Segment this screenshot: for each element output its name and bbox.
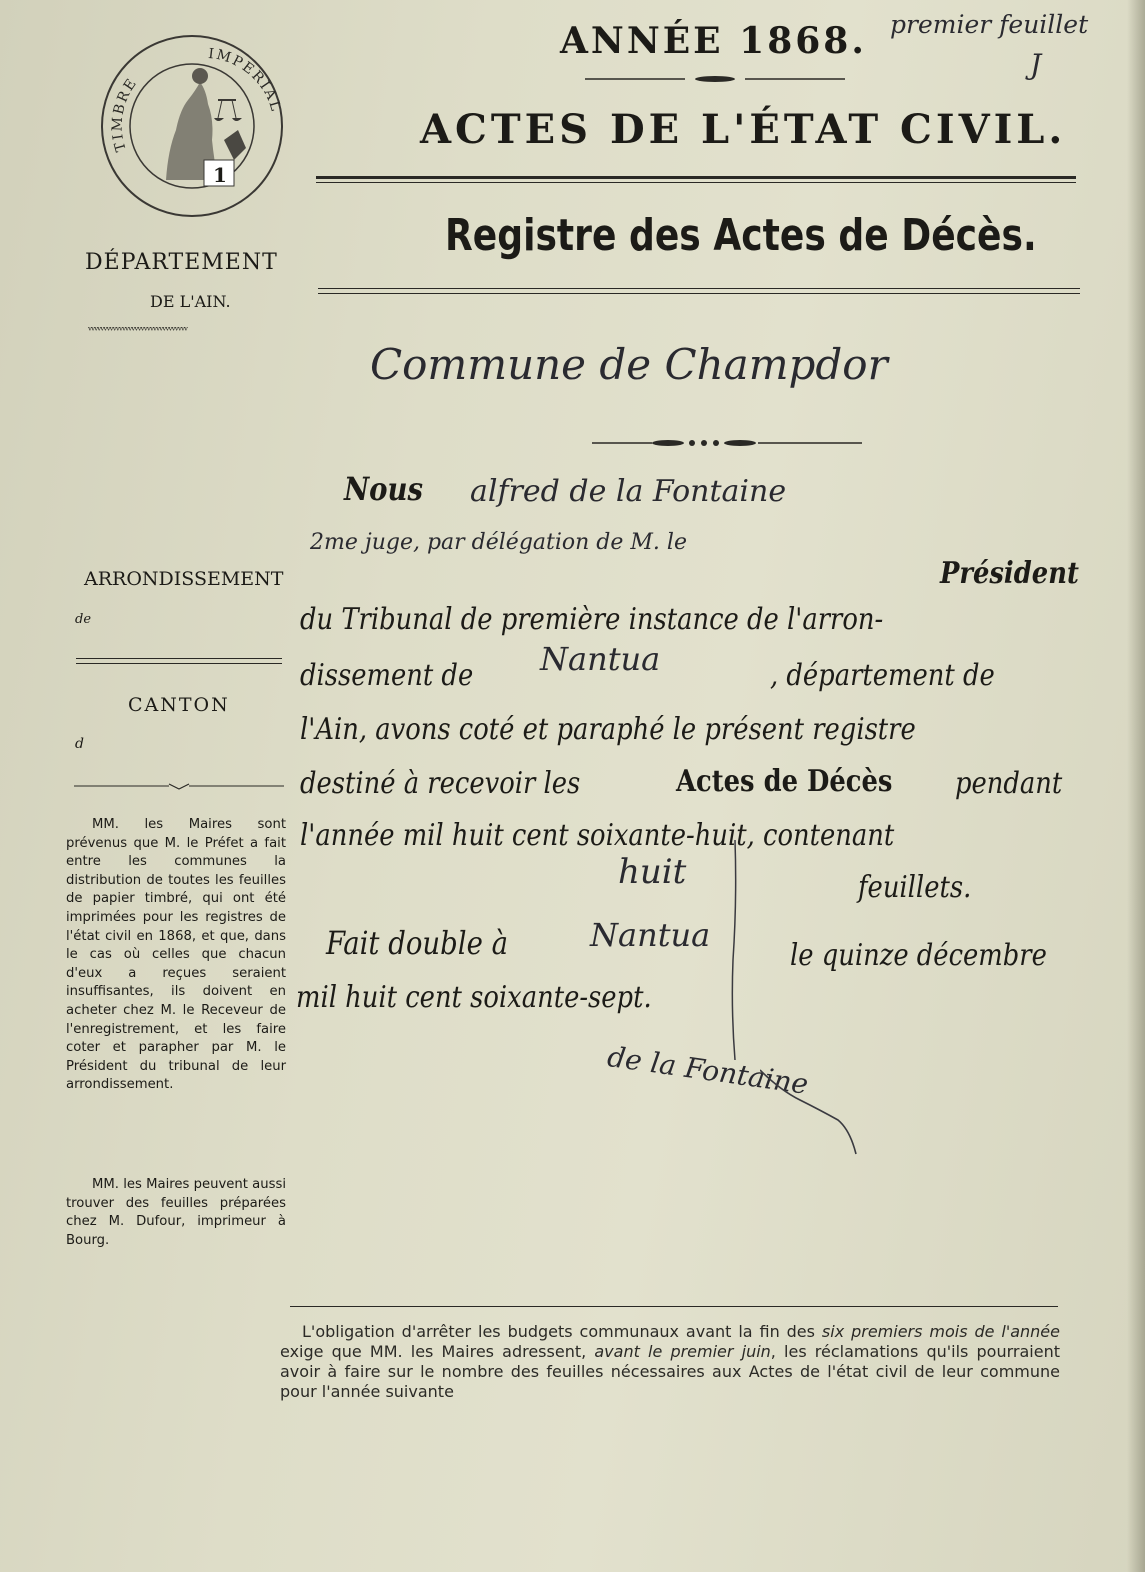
president-label: Président (940, 556, 1079, 591)
svg-text:IMPERIAL (207, 46, 284, 115)
fait-label: Fait double à (326, 924, 509, 962)
ornament-divider-top (585, 72, 845, 86)
canton-divider (74, 780, 284, 792)
footer-text-d: avant le premier juin (594, 1342, 771, 1361)
body-line-3-handwritten: Nantua (540, 640, 661, 678)
margin-note-mark: J (1030, 48, 1042, 81)
stamp-text-top: TIMBRE (109, 74, 141, 154)
rule-1b (316, 182, 1076, 183)
juge-handwritten: 2me juge, par délégation de M. le (310, 530, 687, 555)
body-line-5-actes: Actes de Décès (676, 764, 893, 799)
count-handwritten: huit (618, 852, 687, 892)
signature-handwritten: de la Fontaine (605, 1040, 811, 1101)
body-line-3b: , département de (770, 658, 995, 693)
register-title: Registre des Actes de Décès. (445, 210, 1037, 261)
svg-text:TIMBRE (110, 75, 141, 154)
date-line-2: mil huit cent soixante-sept. (296, 980, 652, 1015)
stamp-value: 1 (213, 163, 227, 187)
canton-label: CANTON (128, 694, 230, 716)
feuillets-label: feuillets. (858, 870, 972, 905)
pen-stroke-vertical (725, 840, 745, 1060)
rule-left-1 (76, 658, 282, 659)
commune-handwritten: Commune de Champdor (370, 340, 888, 389)
rule-left-1b (76, 663, 282, 664)
date-line-1: le quinze décembre (790, 938, 1047, 973)
signature-flourish (760, 1060, 870, 1160)
body-line-5a: destiné à recevoir les (300, 766, 581, 801)
footer-notice (280, 1322, 1060, 1402)
arrondissement-de: de (75, 612, 92, 627)
nous-name-handwritten: alfred de la Fontaine (470, 474, 787, 509)
body-line-2: du Tribunal de première instance de l'arron- (300, 602, 884, 637)
stamp-seal-icon (96, 30, 296, 230)
canton-d: d (75, 736, 84, 752)
department-name: DE L'AIN. (150, 292, 231, 311)
rule-2 (318, 288, 1080, 289)
body-line-3a: dissement de (300, 658, 474, 693)
rule-1 (316, 176, 1076, 179)
acts-heading: ACTES DE L'ÉTAT CIVIL. (420, 106, 1067, 153)
rule-2b (318, 293, 1080, 294)
wavy-divider: ᵛᵛᵛᵛᵛᵛᵛᵛᵛᵛᵛᵛᵛᵛᵛᵛᵛᵛᵛᵛᵛᵛᵛᵛᵛᵛᵛᵛᵛᵛᵛᵛ (88, 324, 188, 337)
imperial-stamp (96, 30, 296, 230)
department-label: DÉPARTEMENT (85, 250, 278, 275)
notice-paragraph-1: MM. les Maires sont prévenus que M. le Préfet a fait entre les communes la distribution de toutes les feuilles de papier timbré, qui ont été imprimées pour les registres de l'état civil en 1868, et que, dans le cas où celles que chacun d'eux a reçues seraient insuffisantes, ils doivent en acheter chez M. le Receveur de l'enregistrement, et les faire coter et parapher par M. le Président du tribunal de leur arrondissement. (66, 817, 286, 1093)
body-line-5b: pendant (955, 766, 1063, 801)
footer-text-c: exige que MM. les Maires adressent, (280, 1342, 587, 1361)
fait-handwritten: Nantua (590, 916, 711, 954)
body-line-6: l'année mil huit cent soixante-huit, contenant (300, 818, 895, 853)
arrondissement-label: ARRONDISSEMENT (84, 568, 284, 590)
ornament-divider-middle (592, 436, 862, 450)
notice-paragraph-2: MM. les Maires peuvent aussi trouver des feuilles préparées chez M. Dufour, imprimeur à Bourg. (66, 1177, 286, 1248)
stamp-text-right: IMPERIAL (207, 45, 285, 115)
footer-text-b: six premiers mois de l'année (821, 1322, 1060, 1341)
footer-rule (290, 1306, 1058, 1307)
year-heading: ANNÉE 1868. (560, 20, 867, 62)
footer-text-a: L'obligation d'arrêter les budgets communaux avant la fin des (302, 1322, 815, 1341)
footer-text-e: , les réclamations qu'ils pourraient avoir à faire sur le nombre des feuilles nécessaires aux Actes de l'état civil de leur commune pour l'année suivante (280, 1342, 1060, 1401)
nous-label: Nous (344, 470, 424, 508)
body-line-4: l'Ain, avons coté et paraphé le présent registre (300, 712, 916, 747)
margin-note: premier feuillet (890, 10, 1089, 39)
